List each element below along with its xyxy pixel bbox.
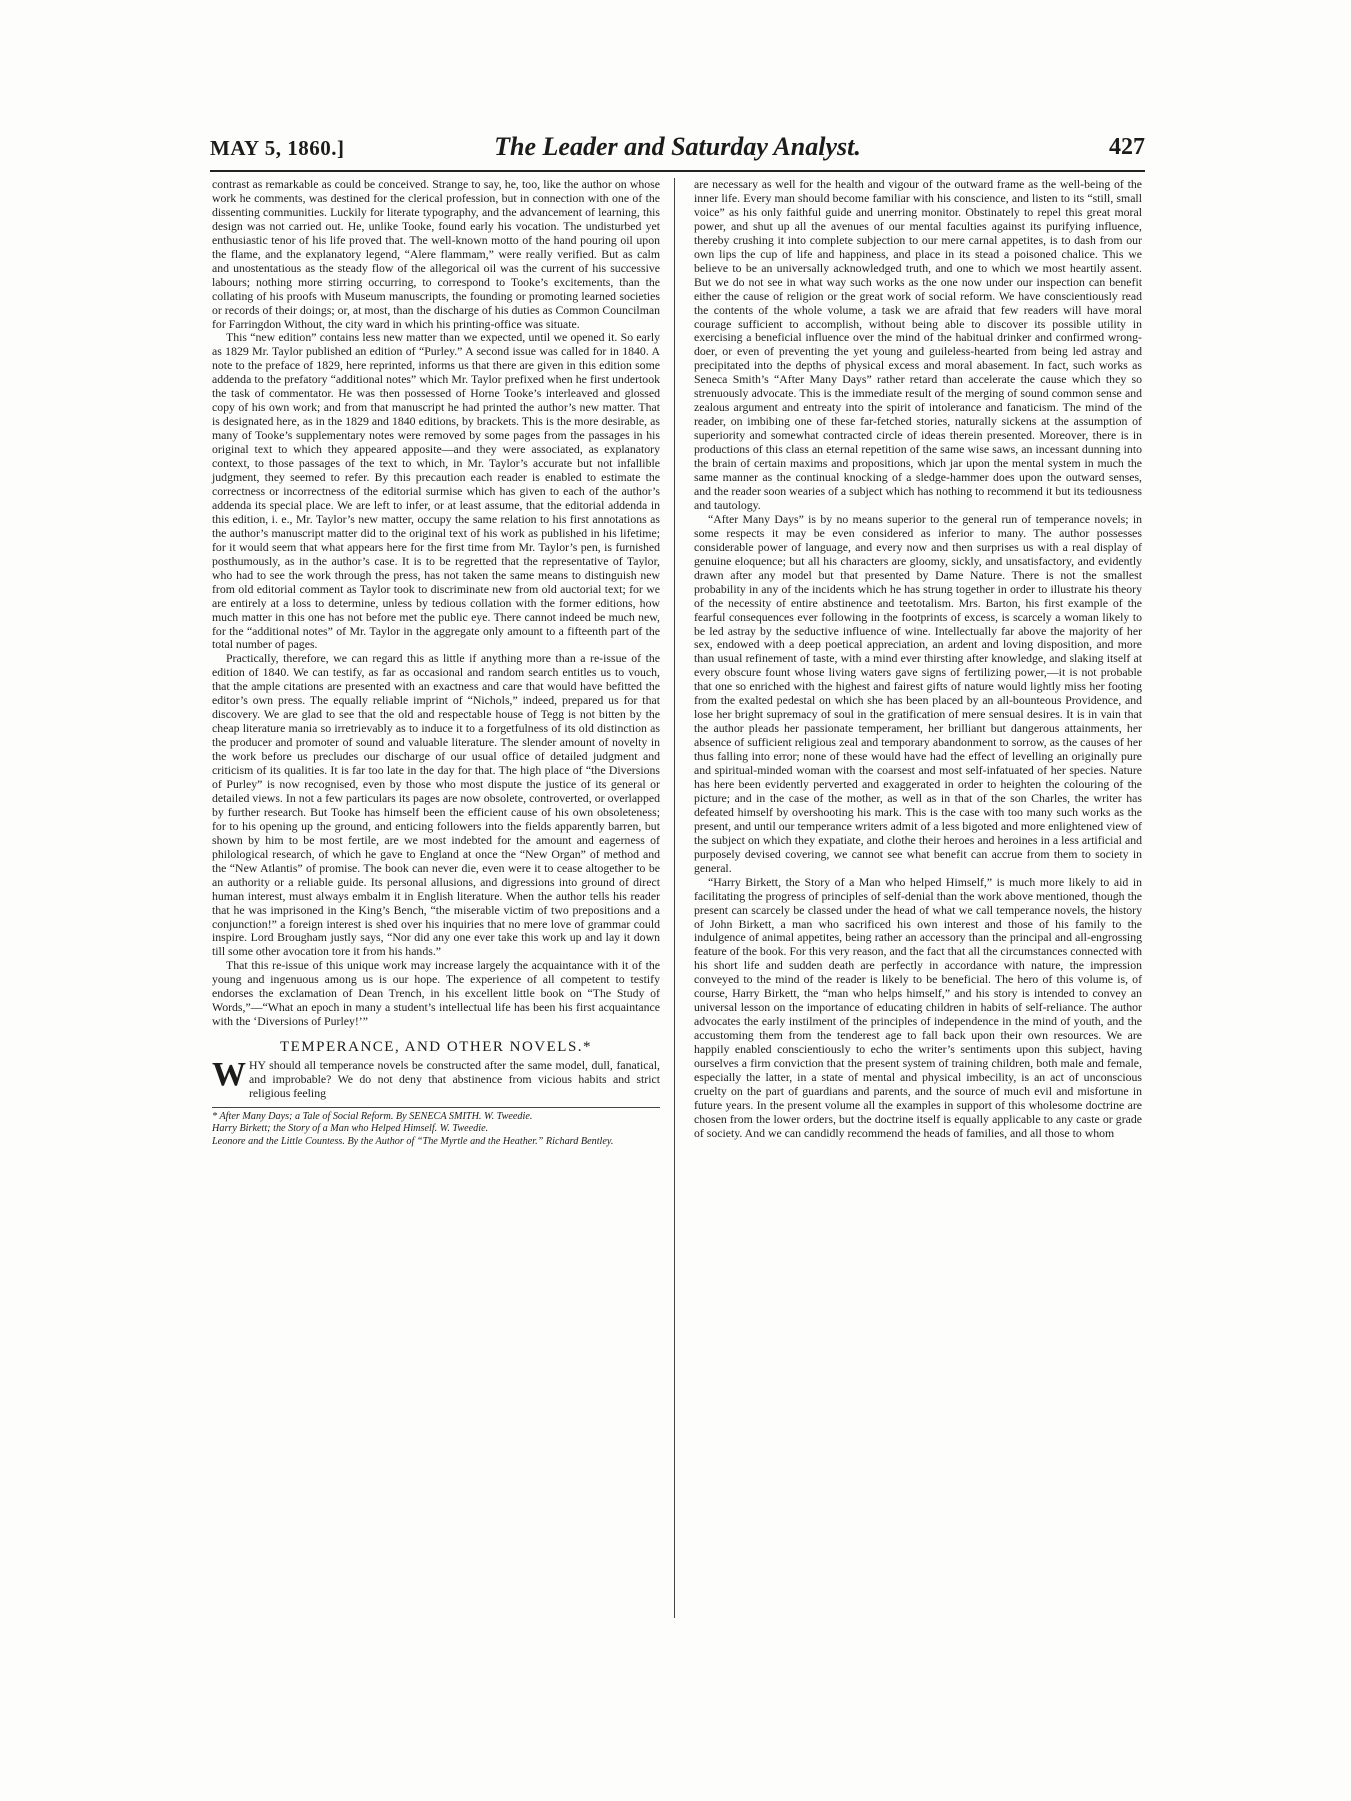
review-opening-paragraph [212, 1056, 660, 1101]
article-paragraph: “After Many Days” is by no means superior to the general run of temperance novels; in some respects it may be even considered as inferior to many. The author possesses considerable power of language, and every now and then surprises us with a real display of genuine eloquence; but all his characters are gloomy, sickly, and unsatisfactory, and evidently drawn after any model but that presented by Dame Nature. There is not the smallest probability in any of the incidents which he has strung together in order to illustrate his theory of the necessity of entire abstinence and teetotalism. Mrs. Barton, his first example of the fearful consequences ever following in the footprints of excess, is scarcely a woman likely to be led astray by the seductive influence of wine. Intellectually far above the majority of her sex, endowed with a deep poetical appreciation, an ardent and loving disposition, and more than usual refinement of taste, with a mind ever thirsting after knowledge, and slaking itself at every obscure fount whose living waters gave signs of fertilizing power,—it is not probable that one so enriched with the highest and fairest gifts of nature would lightly miss her footing from the exalted pedestal on which she has been placed by an all-bounteous Providence, and lose her bright supremacy of soul in the gratification of mere sensual desires. It is in vain that the author pleads her passionate temperament, her brilliant but dangerous attainments, her absence of sufficient religious zeal and temporary abandonment to sorrow, as the causes of her thus falling into error; none of these would have had the effect of levelling an originally pure and spiritual-minded woman with the coarsest and most self-infatuated of her species. Nature has here been evidently perverted and exaggerated in order to heighten the colouring of the picture; and in the case of the mother, as well as in that of the son Charles, the writer has defeated himself by overshooting his mark. This is the case with too many such works as the present, and until our temperance writers admit of a less bigoted and more enlightened view of the subject on which they expatiate, and clothe their heroes and heroines in a less artificial and purposely devised covering, we cannot see what benefit can accrue from them to society in general. [694, 511, 1142, 875]
footnote: Harry Birkett; the Story of a Man who Helped Himself. W. Tweedie. [212, 1123, 489, 1135]
publication-title: The Leader and Saturday Analyst. [494, 132, 861, 161]
article-paragraph: contrast as remarkable as could be conceived. Strange to say, he, too, like the author on whose work he comments, was destined for the clerical profession, but in connection with one of the dissenting communities. Luckily for literate typography, and the advancement of learning, this design was not carried out. He, unlike Tooke, found early his vocation. The undisturbed yet enthusiastic tenor of his life proved that. The well-known motto of the hand pouring oil upon the flame, and the explanatory legend, “Alere flammam,” were really verified. But as calm and unostentatious as the steady flow of the allegorical oil was the current of his successive labours; nothing more stirring occurring, to correspond to Tooke’s excitements, than the collating of his proofs with Museum manuscripts, the founding or promoting learned societies or records of their doings; or, at most, than the discharge of his duties as Common Councilman for Farringdon Without, the city ward in which his printing-office was situate. [212, 177, 660, 331]
footnote: Leonore and the Little Countess. By the Author of “The Myrtle and the Heather.” Richard Bentley. [212, 1135, 614, 1147]
footnote-rule [212, 1107, 660, 1108]
masthead-rule [210, 170, 1145, 172]
masthead [210, 130, 1145, 168]
issue-date: MAY 5, 1860.] [210, 136, 345, 160]
footnote: * After Many Days; a Tale of Social Reform. By SENECA SMITH. W. Tweedie. [212, 1110, 533, 1122]
article-paragraph: “Harry Birkett, the Story of a Man who helped Himself,” is much more likely to aid in facilitating the progress of principles of self-denial than the work above mentioned, though the present can scarcely be classed under the head of what we call temperance novels, the history of John Birkett, a man who sacrificed his own interest and those of his family to the indulgence of animal appetites, being rather an accessory than the principal and all-engrossing feature of the book. For this very reason, and the fact that all the circumstances connected with his short life and sudden death are perfectly in accordance with nature, the impression conveyed to the mind of the reader is likely to be beneficial. The hero of this volume is, of course, Harry Birkett, the “man who helps himself,” and his story is intended to convey an universal lesson on the importance of educating children in habits of self-reliance. The author advocates the early instilment of the principles of independence in the mind of youth, and the accustoming them from the tenderest age to fall back upon their own resources. We are happily enabled conscientiously to echo the writer’s sentiments upon this subject, having ourselves a firm conviction that the present system of training children, both male and female, especially the latter, in a state of mental and physical imbecility, is an act of unconscious cruelty on the part of guardians and parents, and the source of much evil and misfortune in future years. In the present volume all the examples in support of this wholesome doctrine are chosen from the lower orders, but the doctrine itself is equally applicable to any caste or grade of society. And we can candidly recommend the heads of families, and all those to whom [694, 874, 1142, 1140]
footnotes [212, 1111, 660, 1148]
article-paragraph: This “new edition” contains less new matter than we expected, until we opened it. So early as 1829 Mr. Taylor published an edition of “Purley.” A second issue was called for in 1840. A note to the preface of 1829, here reprinted, informs us that there are given in this edition some addenda to the prefatory “additional notes” which Mr. Taylor prefixed when he first undertook the task of commentator. He was then possessed of Horne Tooke’s interleaved and glossed copy of his own work; and from that manuscript he had printed the author’s new matter. That is designated here, as in the 1829 and 1840 editions, by brackets. This is the more desirable, as many of Tooke’s supplementary notes were removed by some pages from the passages in his original text to which they appeared apposite—and they were associated, as explanatory context, to those passages of the text to which, in Mr. Taylor’s accurate but not infallible judgment, they seemed to refer. By this precaution each reader is enabled to estimate the correctness or incorrectness of the editorial surmise which has given to each of the author’s addenda its special place. We are left to infer, or at least assume, that the editorial addenda in this edition, i. e., Mr. Taylor’s new matter, occupy the same relation to his first annotations as the author’s manuscript matter did to the original text of his work as published in his lifetime; for it would seem that what appears here for the first time from Mr. Taylor’s pen, is furnished posthumously, as in the author’s case. It is to be regretted that the representative of Taylor, who had to see the work through the press, has not taken the same means to distinguish new from old editorial comment as Taylor took to discriminate new from old auctorial text; for we are entirely at a loss to determine, unless by tedious collation with the former editions, how much matter in this one has not before met the public eye. There cannot indeed be much new, for the “additional notes” of Mr. Taylor in the aggregate only amount to a fifteenth part of the total number of pages. [212, 330, 660, 652]
page-number: 427 [1109, 134, 1145, 160]
right-column [694, 178, 1142, 1141]
column-divider [674, 178, 675, 1618]
article-paragraph: are necessary as well for the health and vigour of the outward frame as the well-being of the inner life. Every man should become familiar with his conscience, and listen to its “still, small voice” as his only faithful guide and unerring monitor. Obstinately to repel this great moral power, and shut up all the avenues of our mental faculties against its purifying influence, thereby crushing it into complete subjection to our mere carnal appetites, is to dash from our own lips the cup of life and happiness, and place in its stead a poisoned chalice. This we believe to be an universally acknowledged truth, and one to which we most heartily assent. But we do not see in what way such works as the one now under our inspection can benefit either the cause of religion or the great work of social reform. We have conscientiously read the contents of the whole volume, a task we are afraid that few readers will have moral courage sufficient to accomplish, without being able to discover its possible utility in exercising a beneficial influence over the mind of the habitual drinker and confirmed wrong-doer, or even of preventing the yet young and guileless-hearted from being led astray and precipitated into the depths of physical excess and moral abasement. In fact, such works as Seneca Smith’s “After Many Days” rather retard than accelerate the cause which they so strenuously advocate. This is the immediate result of the merging of sound common sense and zealous argument and entreaty into the spirit of intolerance and fanaticism. The mind of the reader, on imbibing one of these far-fetched stories, naturally sickens at the assumption of superiority and somewhat contracted circle of ideas therein presented. Moreover, there is in productions of this class an eternal repetition of the same wise saws, an incessant dunning into the brain of certain maxims and propositions, which jar upon the mental system in much the same manner as the continual knocking of a sledge-hammer does upon the outward senses, and the reader soon wearies of a subject which has nothing to recommend it but its tediousness and tautology. [694, 177, 1142, 512]
drop-cap: W [212, 1056, 246, 1094]
article-paragraph: That this re-issue of this unique work may increase largely the acquaintance with it of the young and ingenuous among us is our hope. The experience of all competent to testify endorses the exclamation of Dean Trench, in his excellent little book on “The Study of Words,”—“What an epoch in many a student’s intellectual life has been his first acquaintance with the ‘Diversions of Purley!’” [212, 958, 660, 1029]
left-column [212, 178, 660, 1148]
article-paragraph: Practically, therefore, we can regard this as little if anything more than a re-issue of the edition of 1840. We can testify, as far as occasional and random search entitles us to vouch, that the ample citations are presented with an exactness and care that would have befitted the editor’s own press. The equally reliable imprint of “Nichols,” indeed, prepared us for that discovery. We are glad to see that the old and respectable house of Tegg is not bitten by the cheap literature mania so irretrievably as to induce it to a forgetfulness of its old distinction as the producer and promoter of sound and valuable literature. The slender amount of novelty in the work before us precludes our discharge of our usual office of detailed judgment and criticism of its qualities. It is far too late in the day for that. The high place of “the Diversions of Purley” is now recognised, even by those who most dispute the justice of its general or detailed views. In not a few particulars its pages are now obsolete, controverted, or overlapped by further research. But Tooke has himself been the efficient cause of his own obsoleteness; for to his opening up the ground, and enticing followers into the fields apparently barren, but shown by him to be most fertile, are we most indebted for the amount and eagerness of philological research, of which he gave to England at once the “New Organ” of method and the “New Atlantis” of promise. The book can never die, even were it to cease altogether to be an authority or a reliable guide. Its personal allusions, and digressions into ground of direct human interest, must always embalm it in English literature. When the author tells his reader that he was imprisoned in the King’s Bench, “the miserable victim of two prepositions and a conjunction!” a foreign interest is shed over his inquiries that no mere love of grammar could inspire. Lord Brougham justly says, “Nor did any one ever take this work up and lay it down till some other avocation tore it from his hands.” [212, 651, 660, 959]
section-heading: TEMPERANCE, AND OTHER NOVELS.* [279, 1039, 593, 1056]
review-opening-text: HY should all temperance novels be constructed after the same model, dull, fanatical, and improbable? We do not deny that abstinence from vicious habits and strict religious feeling [249, 1058, 660, 1100]
